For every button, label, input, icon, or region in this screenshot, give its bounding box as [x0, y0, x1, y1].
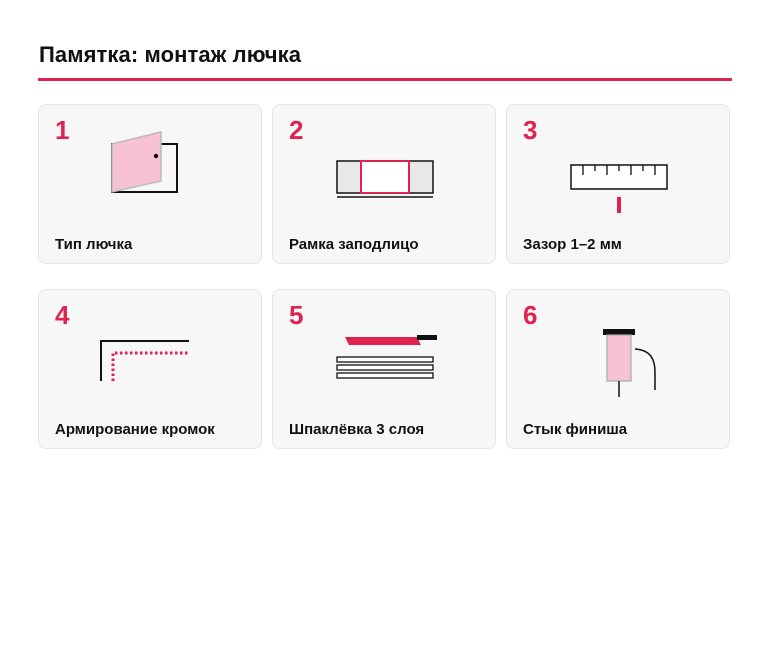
step-number: 2	[289, 115, 304, 145]
step-card-3	[506, 104, 730, 264]
step-label: Рамка заподлицо	[289, 236, 419, 253]
step-number: 1	[55, 115, 70, 145]
step-card-1	[38, 104, 262, 264]
step-number: 6	[523, 300, 538, 330]
step-number: 4	[55, 300, 70, 330]
edge-reinforcement-icon	[39, 290, 263, 420]
flush-frame-icon	[273, 105, 497, 235]
title-divider	[38, 78, 732, 81]
step-label: Шпаклёвка 3 слоя	[289, 421, 425, 438]
spatula-layers-icon	[273, 290, 497, 420]
step-card-2	[272, 104, 496, 264]
step-label: Зазор 1–2 мм	[523, 236, 622, 253]
step-card-6	[506, 289, 730, 449]
step-label: Тип лючка	[55, 236, 133, 253]
step-card-4	[38, 289, 262, 449]
step-number: 3	[523, 115, 538, 145]
hatch-door-icon	[39, 105, 263, 235]
page-title: Памятка: монтаж лючка	[39, 42, 302, 67]
ruler-gap-icon	[507, 105, 731, 235]
step-label: Армирование кромок	[55, 421, 215, 438]
step-number: 5	[289, 300, 304, 330]
step-card-5	[272, 289, 496, 449]
step-label: Стык финиша	[523, 421, 628, 438]
finish-joint-icon	[507, 290, 731, 420]
